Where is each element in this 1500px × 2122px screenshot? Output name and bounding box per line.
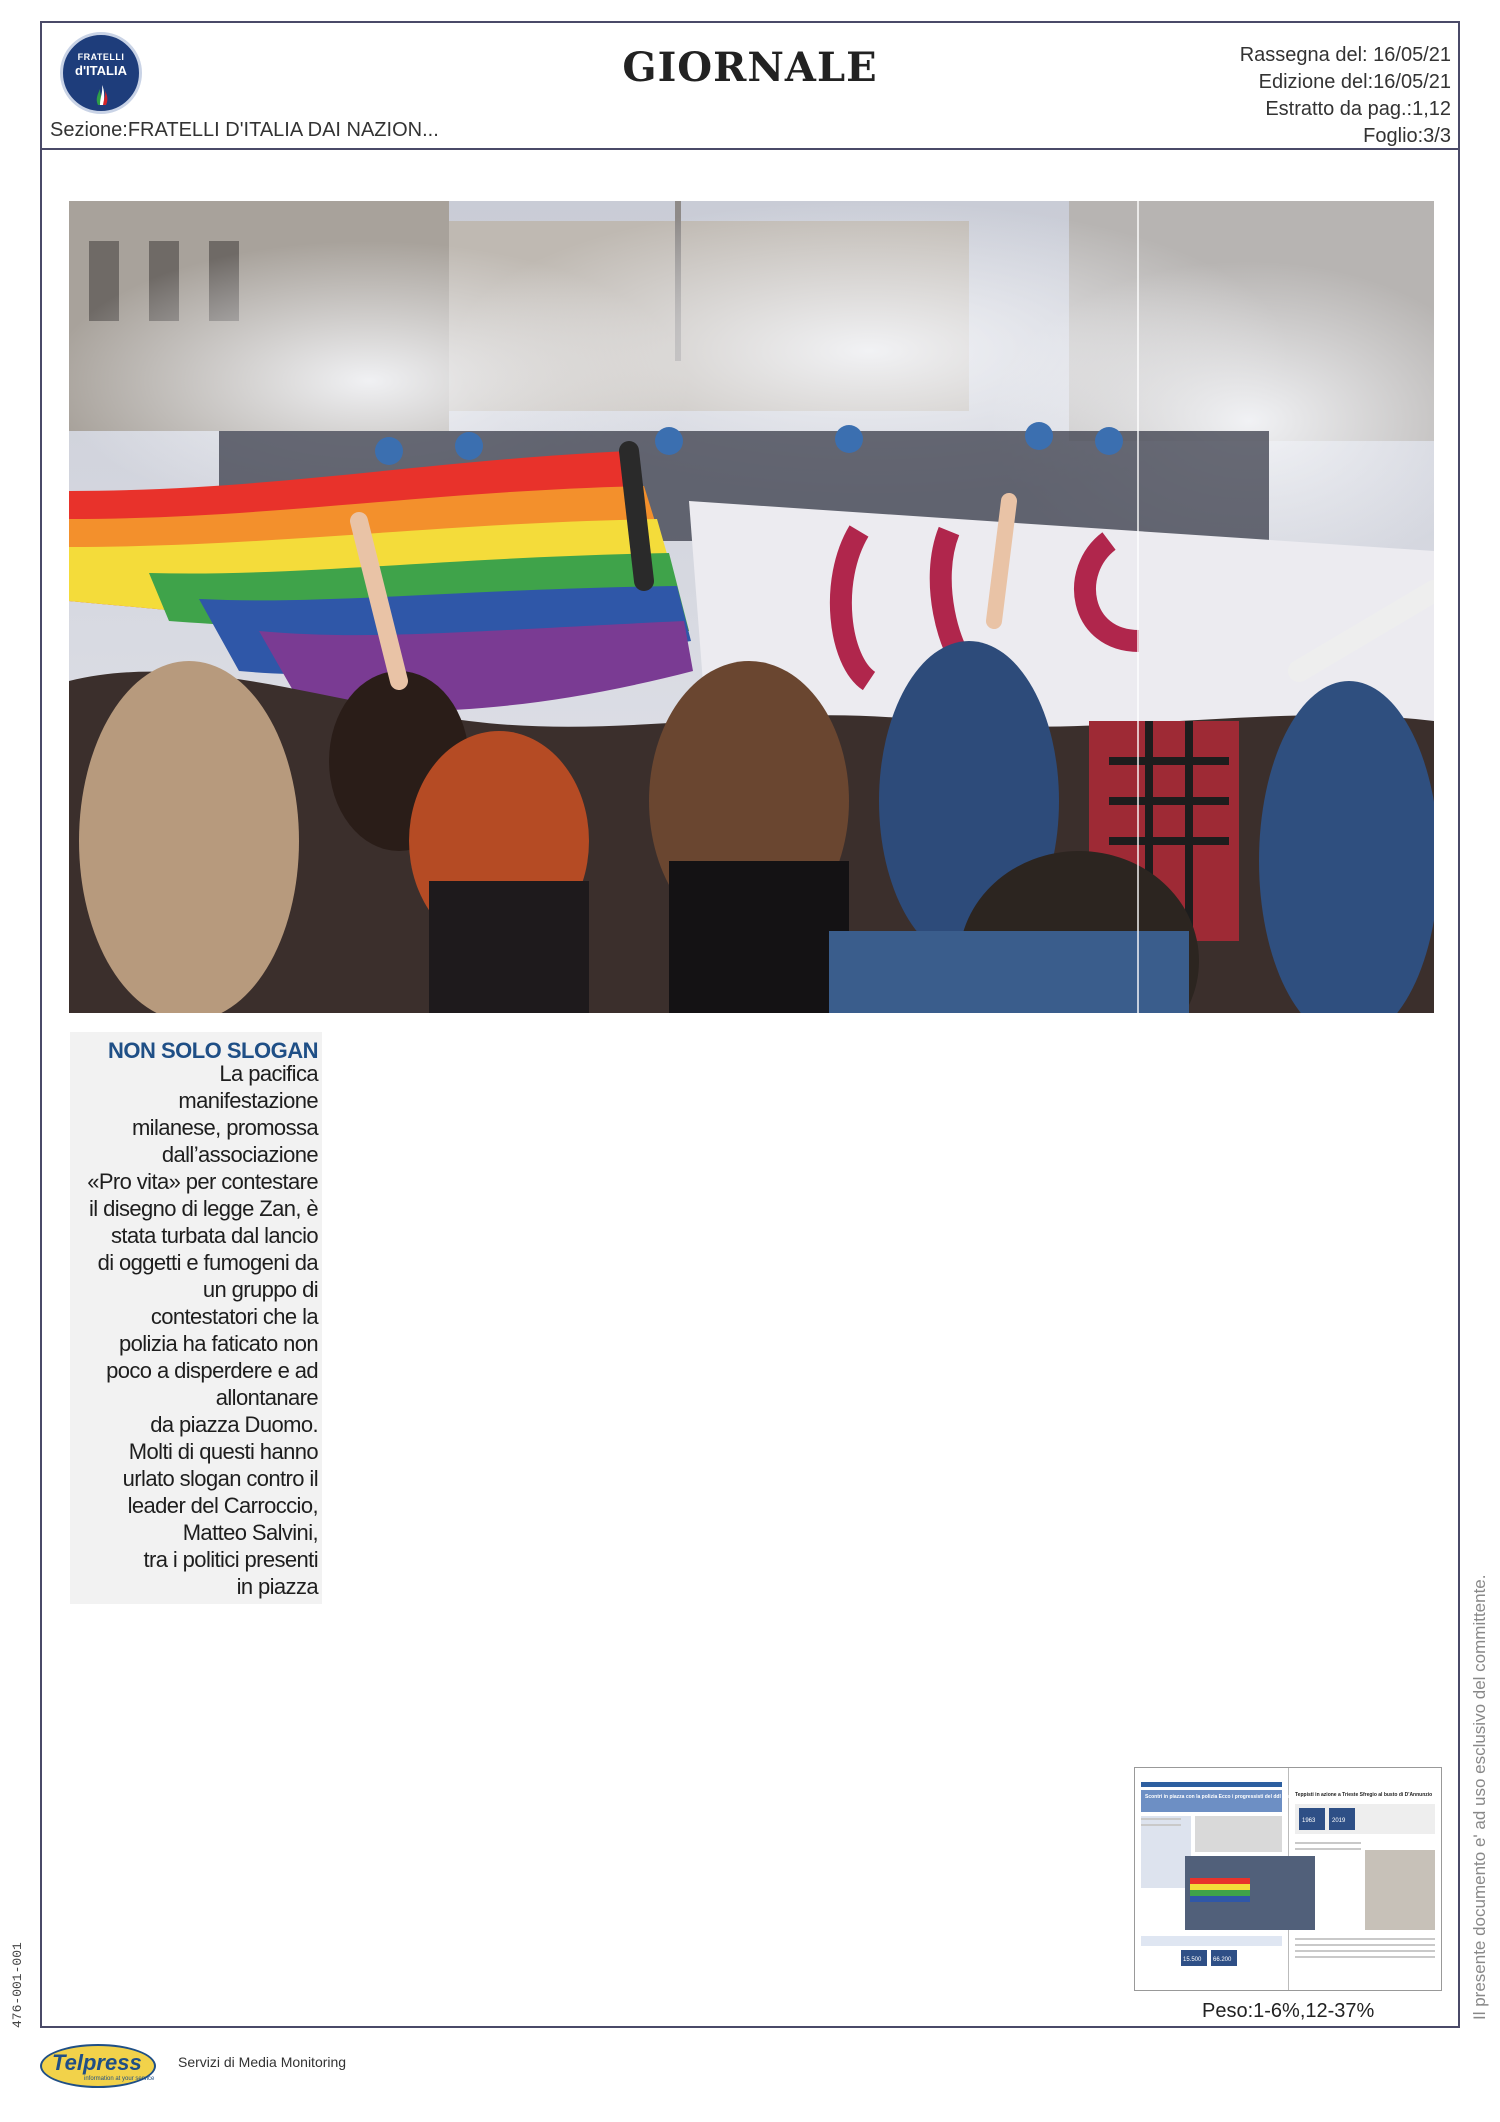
fratelli-d-italia-logo [60,32,142,114]
caption-line: manifestazione [178,1088,318,1113]
caption-line: da piazza Duomo. [150,1412,318,1437]
photo-caption-box [70,1032,322,1604]
caption-line: di oggetti e fumogeni da [97,1250,318,1275]
caption-line: il disegno di legge Zan, è [88,1196,318,1221]
publication-title: GIORNALE [622,44,878,91]
caption-line: in piazza [236,1574,318,1599]
thumb-headline-left: Scontri in piazza con la polizia Ecco i progressisti del ddl Zan [1145,1794,1292,1800]
telpress-wordmark: Telpress [52,2050,142,2075]
logo-line-2: d'ITALIA [75,63,127,78]
document-code: 476-001-001 [10,1942,25,2028]
tricolor-flame-icon [95,85,109,105]
caption-line: stata turbata dal lancio [111,1223,318,1248]
protest-photo [69,201,1434,1013]
rassegna-date: Rassegna del: 16/05/21 [1239,44,1451,66]
services-label: Servizi di Media Monitoring [178,2054,347,2070]
page-thumbnail [1134,1767,1442,1991]
thumb-stat-1: 15.500 [1183,1957,1202,1963]
caption-line: contestatori che la [150,1304,318,1329]
caption-title: NON SOLO SLOGAN [107,1038,318,1063]
thumb-box-2019: 2019 [1332,1818,1346,1824]
telpress-logo [40,2040,158,2090]
thumb-stat-2: 66.200 [1213,1957,1232,1963]
thumb-box-1963: 1963 [1302,1818,1316,1824]
usage-note: Il presente documento e' ad uso esclusivo del committente. [1470,1574,1489,2020]
caption-line: La pacifica [219,1061,318,1086]
telpress-tagline: information at your service [84,2076,155,2082]
caption-line: polizia ha faticato non [118,1331,318,1356]
caption-text [72,1060,318,1600]
caption-line: «Pro vita» per contestare [87,1169,318,1194]
estratto-pages: Estratto da pag.:1,12 [1265,98,1451,120]
caption-line: poco a disperdere e ad [106,1358,318,1383]
peso-label: Peso:1-6%,12-37% [1202,2000,1375,2022]
caption-line: tra i politici presenti [143,1547,318,1572]
issue-metadata [1240,42,1451,150]
logo-line-1: FRATELLI [77,52,125,62]
caption-line: un gruppo di [202,1277,318,1302]
caption-line: dall’associazione [161,1142,318,1167]
foglio-number: Foglio:3/3 [1363,125,1451,147]
caption-line: leader del Carroccio, [127,1493,318,1518]
caption-line: urlato slogan contro il [122,1466,318,1491]
caption-line: allontanare [215,1385,318,1410]
caption-line: milanese, promossa [131,1115,318,1140]
edizione-date: Edizione del:16/05/21 [1258,71,1451,93]
caption-line: Molti di questi hanno [128,1439,318,1464]
caption-line: Matteo Salvini, [182,1520,318,1545]
section-label: Sezione:FRATELLI D'ITALIA DAI NAZION... [50,119,439,141]
thumb-headline-right: Teppisti in azione a Trieste Sfregio al busto di D'Annunzio [1295,1792,1433,1798]
